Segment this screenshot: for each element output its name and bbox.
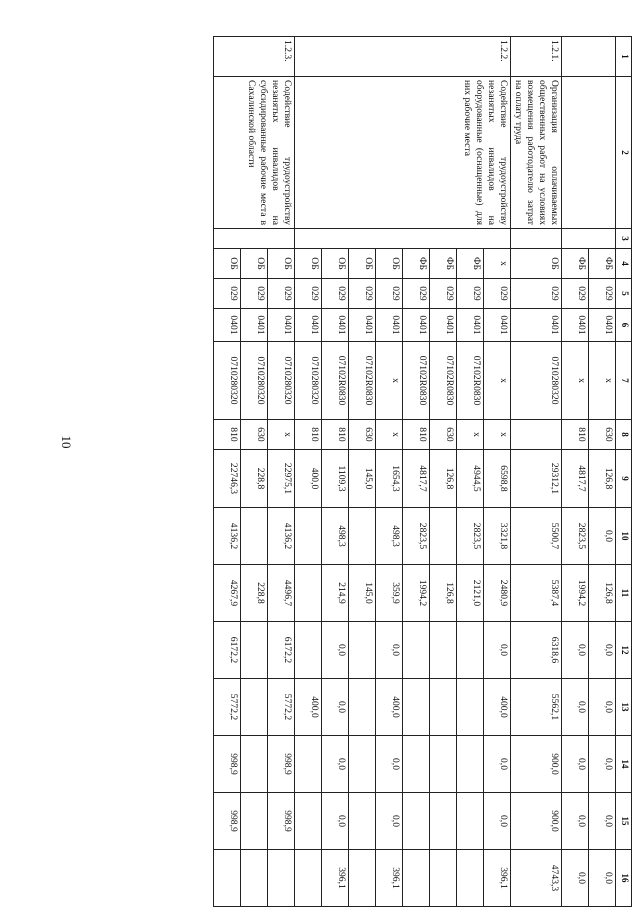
data-cell: 214,9 (322, 565, 349, 622)
data-cell: 07102R0830 (403, 342, 430, 420)
data-cell: 0,0 (376, 622, 403, 679)
data-cell: 029 (268, 279, 295, 309)
data-cell: 359,9 (376, 565, 403, 622)
item-number (562, 37, 616, 77)
column-header: 6 (616, 309, 632, 342)
data-cell: 4136,2 (214, 508, 241, 565)
item-description: Организация оплачиваемых общественных работ на условиях возмещения работодателю затрат на оплату труда (511, 77, 562, 229)
column-header: 5 (616, 279, 632, 309)
data-cell: 4817,7 (403, 450, 430, 508)
data-cell: х (484, 249, 511, 279)
data-cell (430, 679, 457, 736)
data-cell: ОБ (511, 249, 562, 279)
data-cell (349, 793, 376, 850)
data-cell (403, 679, 430, 736)
data-cell (241, 850, 268, 907)
data-cell: х (268, 420, 295, 450)
data-cell: 1654,3 (376, 450, 403, 508)
data-cell: 228,8 (241, 450, 268, 508)
data-cell: ОБ (295, 249, 322, 279)
data-cell: 0401 (214, 309, 241, 342)
data-cell (430, 736, 457, 793)
data-cell: 810 (322, 420, 349, 450)
data-cell: 0710280320 (268, 342, 295, 420)
column-header: 2 (616, 77, 632, 229)
data-cell: ФБ (562, 249, 589, 279)
data-cell: 630 (430, 420, 457, 450)
data-cell: х (376, 420, 403, 450)
data-cell: ФБ (457, 249, 484, 279)
data-cell (295, 565, 322, 622)
data-cell: 396,1 (376, 850, 403, 907)
table-row (268, 37, 295, 907)
data-cell: 228,8 (241, 565, 268, 622)
data-cell: 4267,9 (214, 565, 241, 622)
data-cell: 029 (403, 279, 430, 309)
data-cell: ФБ (589, 249, 616, 279)
data-cell: 630 (349, 420, 376, 450)
data-cell: 0401 (484, 309, 511, 342)
data-cell: 630 (241, 420, 268, 450)
data-cell: 07102R0830 (349, 342, 376, 420)
data-cell: ОБ (241, 249, 268, 279)
data-cell: 2823,5 (457, 508, 484, 565)
data-cell: 400,0 (295, 450, 322, 508)
data-cell: 0710280320 (511, 342, 562, 420)
data-cell: 07102R0830 (430, 342, 457, 420)
data-cell: 1994,2 (403, 565, 430, 622)
data-cell: 0,0 (562, 736, 589, 793)
data-cell: ОБ (268, 249, 295, 279)
data-cell (349, 508, 376, 565)
data-cell: ОБ (349, 249, 376, 279)
data-cell: 0,0 (376, 793, 403, 850)
data-cell: 396,1 (484, 850, 511, 907)
data-cell: 126,8 (430, 565, 457, 622)
data-cell: 0,0 (322, 622, 349, 679)
data-cell: 0401 (457, 309, 484, 342)
data-cell: 900,0 (511, 793, 562, 850)
column-header: 15 (616, 793, 632, 850)
table-row (589, 37, 616, 907)
data-cell: х (376, 342, 403, 420)
item-description: Содействие трудоустройству незанятых инвалидов на оборудованные (оснащенные) для них рабочие места (295, 77, 511, 229)
data-cell: 810 (403, 420, 430, 450)
column-header: 12 (616, 622, 632, 679)
budget-table (213, 36, 632, 907)
data-cell (241, 622, 268, 679)
data-cell: 0,0 (484, 736, 511, 793)
data-cell: 0401 (322, 309, 349, 342)
data-cell (457, 793, 484, 850)
table-body (214, 37, 632, 907)
data-cell: ФБ (403, 249, 430, 279)
data-cell: 22746,3 (214, 450, 241, 508)
data-cell (457, 622, 484, 679)
data-cell: 400,0 (376, 679, 403, 736)
data-cell: 07102R0830 (457, 342, 484, 420)
data-cell (430, 850, 457, 907)
data-cell: 029 (457, 279, 484, 309)
data-cell (241, 793, 268, 850)
data-cell: 29312,1 (511, 450, 562, 508)
data-cell: 0,0 (589, 793, 616, 850)
data-cell (430, 622, 457, 679)
data-cell: 029 (241, 279, 268, 309)
data-cell: 0,0 (376, 736, 403, 793)
column-header: 11 (616, 565, 632, 622)
data-cell: 810 (214, 420, 241, 450)
data-cell: 4944,5 (457, 450, 484, 508)
column-header: 3 (616, 229, 632, 249)
item-description: Содействие трудоустройству незанятых инвалидов на субсидированные рабочие места в Сахалинской области (214, 77, 295, 229)
data-cell: 029 (376, 279, 403, 309)
data-cell: 0401 (511, 309, 562, 342)
data-cell: 029 (484, 279, 511, 309)
data-cell: 400,0 (484, 679, 511, 736)
item-number: 1.2.3. (214, 37, 295, 77)
data-cell (241, 508, 268, 565)
column-header: 1 (616, 37, 632, 77)
data-cell (511, 420, 562, 450)
data-cell: 5500,7 (511, 508, 562, 565)
item-description (562, 77, 616, 229)
data-cell: 1109,3 (322, 450, 349, 508)
data-cell: 0401 (349, 309, 376, 342)
data-cell: 029 (214, 279, 241, 309)
column-3-cell (295, 229, 511, 249)
data-cell: 0,0 (562, 793, 589, 850)
data-cell: 0401 (430, 309, 457, 342)
data-cell: 145,0 (349, 565, 376, 622)
data-cell: 0401 (241, 309, 268, 342)
rotated-table-container (213, 36, 632, 892)
data-cell: 2823,5 (562, 508, 589, 565)
column-header: 4 (616, 249, 632, 279)
data-cell: 498,3 (376, 508, 403, 565)
column-header: 13 (616, 679, 632, 736)
data-cell: 126,8 (430, 450, 457, 508)
data-cell: 22975,1 (268, 450, 295, 508)
data-cell: 0,0 (562, 679, 589, 736)
data-cell: 5387,4 (511, 565, 562, 622)
data-cell (403, 850, 430, 907)
data-cell: 0401 (562, 309, 589, 342)
data-cell: 07102R0830 (322, 342, 349, 420)
data-cell (457, 850, 484, 907)
data-cell (241, 679, 268, 736)
data-cell (403, 736, 430, 793)
data-cell: 4496,7 (268, 565, 295, 622)
data-cell: 0401 (295, 309, 322, 342)
data-cell: 0401 (589, 309, 616, 342)
item-number: 1.2.2. (295, 37, 511, 77)
table-row (484, 37, 511, 907)
data-cell: х (589, 342, 616, 420)
data-cell: 029 (430, 279, 457, 309)
data-cell: 5772,2 (268, 679, 295, 736)
data-cell: 396,1 (322, 850, 349, 907)
data-cell: 0,0 (589, 622, 616, 679)
data-cell: 998,9 (214, 736, 241, 793)
data-cell: 1994,2 (562, 565, 589, 622)
column-header: 8 (616, 420, 632, 450)
page-number: 10 (59, 435, 74, 449)
data-cell: 498,3 (322, 508, 349, 565)
data-cell: 029 (562, 279, 589, 309)
data-cell: 2480,9 (484, 565, 511, 622)
column-header: 9 (616, 450, 632, 508)
data-cell (457, 736, 484, 793)
data-cell: 0,0 (589, 736, 616, 793)
data-cell (403, 622, 430, 679)
data-cell: 3321,8 (484, 508, 511, 565)
data-cell (241, 736, 268, 793)
data-cell: 0401 (403, 309, 430, 342)
data-cell (349, 622, 376, 679)
data-cell (430, 508, 457, 565)
data-cell: 126,8 (589, 450, 616, 508)
data-cell: 998,9 (268, 793, 295, 850)
data-cell: 900,0 (511, 736, 562, 793)
data-cell: х (484, 420, 511, 450)
data-cell: 029 (295, 279, 322, 309)
data-cell: 2121,0 (457, 565, 484, 622)
column-header: 7 (616, 342, 632, 420)
data-cell: 0,0 (562, 622, 589, 679)
data-cell (295, 508, 322, 565)
data-cell: 0710280320 (214, 342, 241, 420)
table-row (511, 37, 562, 907)
data-cell: 5772,2 (214, 679, 241, 736)
data-cell: 029 (322, 279, 349, 309)
data-cell: 0,0 (589, 850, 616, 907)
data-cell: 0710280320 (295, 342, 322, 420)
column-header: 10 (616, 508, 632, 565)
data-cell: 145,0 (349, 450, 376, 508)
column-header: 16 (616, 850, 632, 907)
data-cell: 4743,3 (511, 850, 562, 907)
data-cell: 0,0 (322, 736, 349, 793)
data-cell: 0710280320 (241, 342, 268, 420)
data-cell (349, 850, 376, 907)
data-cell (214, 850, 241, 907)
item-number: 1.2.1. (511, 37, 562, 77)
column-3-cell (511, 229, 562, 249)
data-cell: 029 (511, 279, 562, 309)
column-3-cell (214, 229, 295, 249)
data-cell: 126,8 (589, 565, 616, 622)
data-cell: 6318,6 (511, 622, 562, 679)
data-cell (349, 736, 376, 793)
data-cell (457, 679, 484, 736)
data-cell: 6598,8 (484, 450, 511, 508)
data-cell (268, 850, 295, 907)
data-cell: 0401 (376, 309, 403, 342)
data-cell: ОБ (322, 249, 349, 279)
data-cell: 0,0 (484, 793, 511, 850)
data-cell (430, 793, 457, 850)
data-cell (295, 622, 322, 679)
data-cell: 2823,5 (403, 508, 430, 565)
data-cell: 4817,7 (562, 450, 589, 508)
data-cell: 0401 (268, 309, 295, 342)
data-cell (295, 850, 322, 907)
data-cell: ОБ (376, 249, 403, 279)
data-cell (295, 793, 322, 850)
data-cell: х (484, 342, 511, 420)
header-row (616, 37, 632, 907)
data-cell (403, 793, 430, 850)
data-cell: 810 (295, 420, 322, 450)
data-cell: 400,0 (295, 679, 322, 736)
data-cell: 0,0 (589, 508, 616, 565)
column-3-cell (562, 229, 616, 249)
column-header: 14 (616, 736, 632, 793)
data-cell: х (457, 420, 484, 450)
data-cell: 998,9 (268, 736, 295, 793)
data-cell: 0,0 (484, 622, 511, 679)
data-cell: 0,0 (322, 679, 349, 736)
data-cell: 029 (349, 279, 376, 309)
data-cell (295, 736, 322, 793)
data-cell: 998,9 (214, 793, 241, 850)
data-cell: 0,0 (589, 679, 616, 736)
data-cell: 029 (589, 279, 616, 309)
data-cell (349, 679, 376, 736)
data-cell: 4136,2 (268, 508, 295, 565)
data-cell: 810 (562, 420, 589, 450)
data-cell: х (562, 342, 589, 420)
data-cell: ОБ (214, 249, 241, 279)
data-cell: 0,0 (562, 850, 589, 907)
data-cell: 5562,1 (511, 679, 562, 736)
data-cell: 0,0 (322, 793, 349, 850)
data-cell: 6172,2 (268, 622, 295, 679)
data-cell: 630 (589, 420, 616, 450)
data-cell: 6172,2 (214, 622, 241, 679)
data-cell: ФБ (430, 249, 457, 279)
